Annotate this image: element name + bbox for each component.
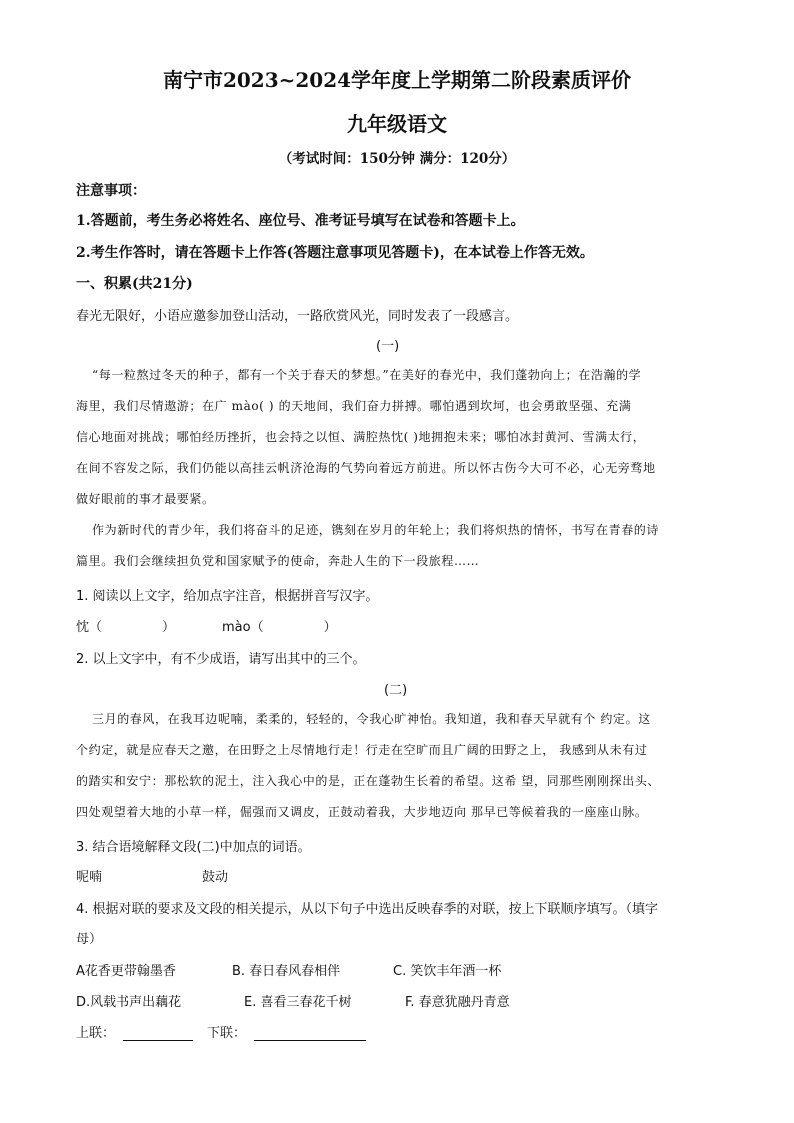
question-3: 3. 结合语境解释文段(二)中加点的词语。 [76,840,311,855]
option-a: A花香更带翰墨香 [76,964,176,979]
passage-1-line-2: 海里，我们尽情遨游；在广 mào( ) 的天地间，我们奋力拼搏。哪怕遇到坎坷，也会勇敢坚强、充满 [76,399,632,413]
passage-1-line-5: 做好眼前的事才最要紧。 [76,492,215,506]
upper-couplet-blank[interactable] [123,1026,193,1041]
question-4-line-2: 母） [76,932,103,947]
answer-row [76,1022,366,1041]
passage-3-line-2: 个约定，就是应春天之邀，在田野之上尽情地行走！行走在空旷而且广阔的田野之上， 我感到从未有过 [76,743,648,757]
q1-word-1 [76,616,175,635]
option-f: F. 春意犹融丹青意 [405,995,510,1010]
exam-title: 南宁市2023~2024学年度上学期第二阶段素质评价 [162,68,632,92]
q1-word-1-close: ） [162,620,176,635]
notes-item-2: 2.考生作答时，请在答题卡上作答(答题注意事项见答题卡)，在本试卷上作答无效。 [76,245,594,261]
passage-1-line-3: 信心地面对挑战；哪怕经历挫折，也会持之以恒、满腔热忱( )地拥抱未来；哪怕冰封黄河、雪满太行， [76,430,646,444]
question-1: 1. 阅读以上文字，给加点字注音，根据拼音写汉字。 [76,589,379,604]
part-1-label: (一) [376,339,400,354]
q1-word-2 [222,616,337,635]
notes-item-1: 1.答题前，考生务必将姓名、座位号、准考证号填写在试卷和答题卡上。 [76,213,525,229]
q3-word-1: 呢喃 [76,870,103,885]
passage-1-line-1: “每一粒熬过冬天的种子，都有一个关于春天的梦想。”在美好的春光中，我们蓬勃向上；在浩瀚的学 [92,368,642,382]
notes-heading: 注意事项： [76,183,146,199]
section-heading: 一、积累(共21分) [76,276,193,292]
q3-word-2: 鼓动 [202,870,229,885]
part-2-label: (二) [384,683,408,698]
passage-3-line-1: 三月的春风，在我耳边呢喃，柔柔的，轻轻的，令我心旷神怡。我知道，我和春天早就有个 约定。这 [92,712,651,726]
lower-couplet-blank[interactable] [254,1026,366,1041]
q1-word-1-label: 忱（ [76,620,103,635]
passage-2-line-1: 作为新时代的青少年，我们将奋斗的足迹，镌刻在岁月的年轮上；我们将炽热的情怀，书写在青春的诗 [92,523,660,537]
question-2: 2. 以上文字中，有不少成语，请写出其中的三个。 [76,652,366,667]
option-b: B. 春日春风春相伴 [232,964,341,979]
passage-3-line-4: 四处观望着大地的小草一样，倔强而又调皮，正鼓动着我，大步地迈向 那早已等候着我的一座座山脉。 [76,805,648,819]
option-d: D.风载书声出藕花 [76,995,182,1010]
q1-word-2-close: ） [323,620,337,635]
section-intro: 春光无限好，小语应邀参加登山活动，一路欣赏风光，同时发表了一段感言。 [76,309,519,324]
passage-2-line-2: 篇里。我们会继续担负党和国家赋予的使命，奔赴人生的下一段旅程…… [76,554,480,568]
q1-word-2-label: mào（ [222,620,264,635]
lower-couplet-label: 下联： [207,1026,247,1041]
upper-couplet-label: 上联： [76,1026,116,1041]
option-c: C. 笑饮丰年酒一杯 [393,964,502,979]
subject-title: 九年级语文 [347,112,447,136]
passage-3-line-3: 的踏实和安宁：那松软的泥土，注入我心中的是，正在蓬勃生长着的希望。这希 望，同那些刚刚探出头、 [76,774,661,788]
exam-info: （考试时间：150分钟 满分：120分） [278,151,516,167]
passage-1-line-4: 在间不容发之际，我们仍能以高挂云帆济沧海的气势向着远方前进。所以怀古伤今大可不必，心无旁骛地 [76,461,656,475]
question-4-line-1: 4. 根据对联的要求及文段的相关提示，从以下句子中选出反映春季的对联，按上下联顺序填写。（填字 [76,902,659,917]
option-e: E. 喜看三春花千树 [244,995,352,1010]
